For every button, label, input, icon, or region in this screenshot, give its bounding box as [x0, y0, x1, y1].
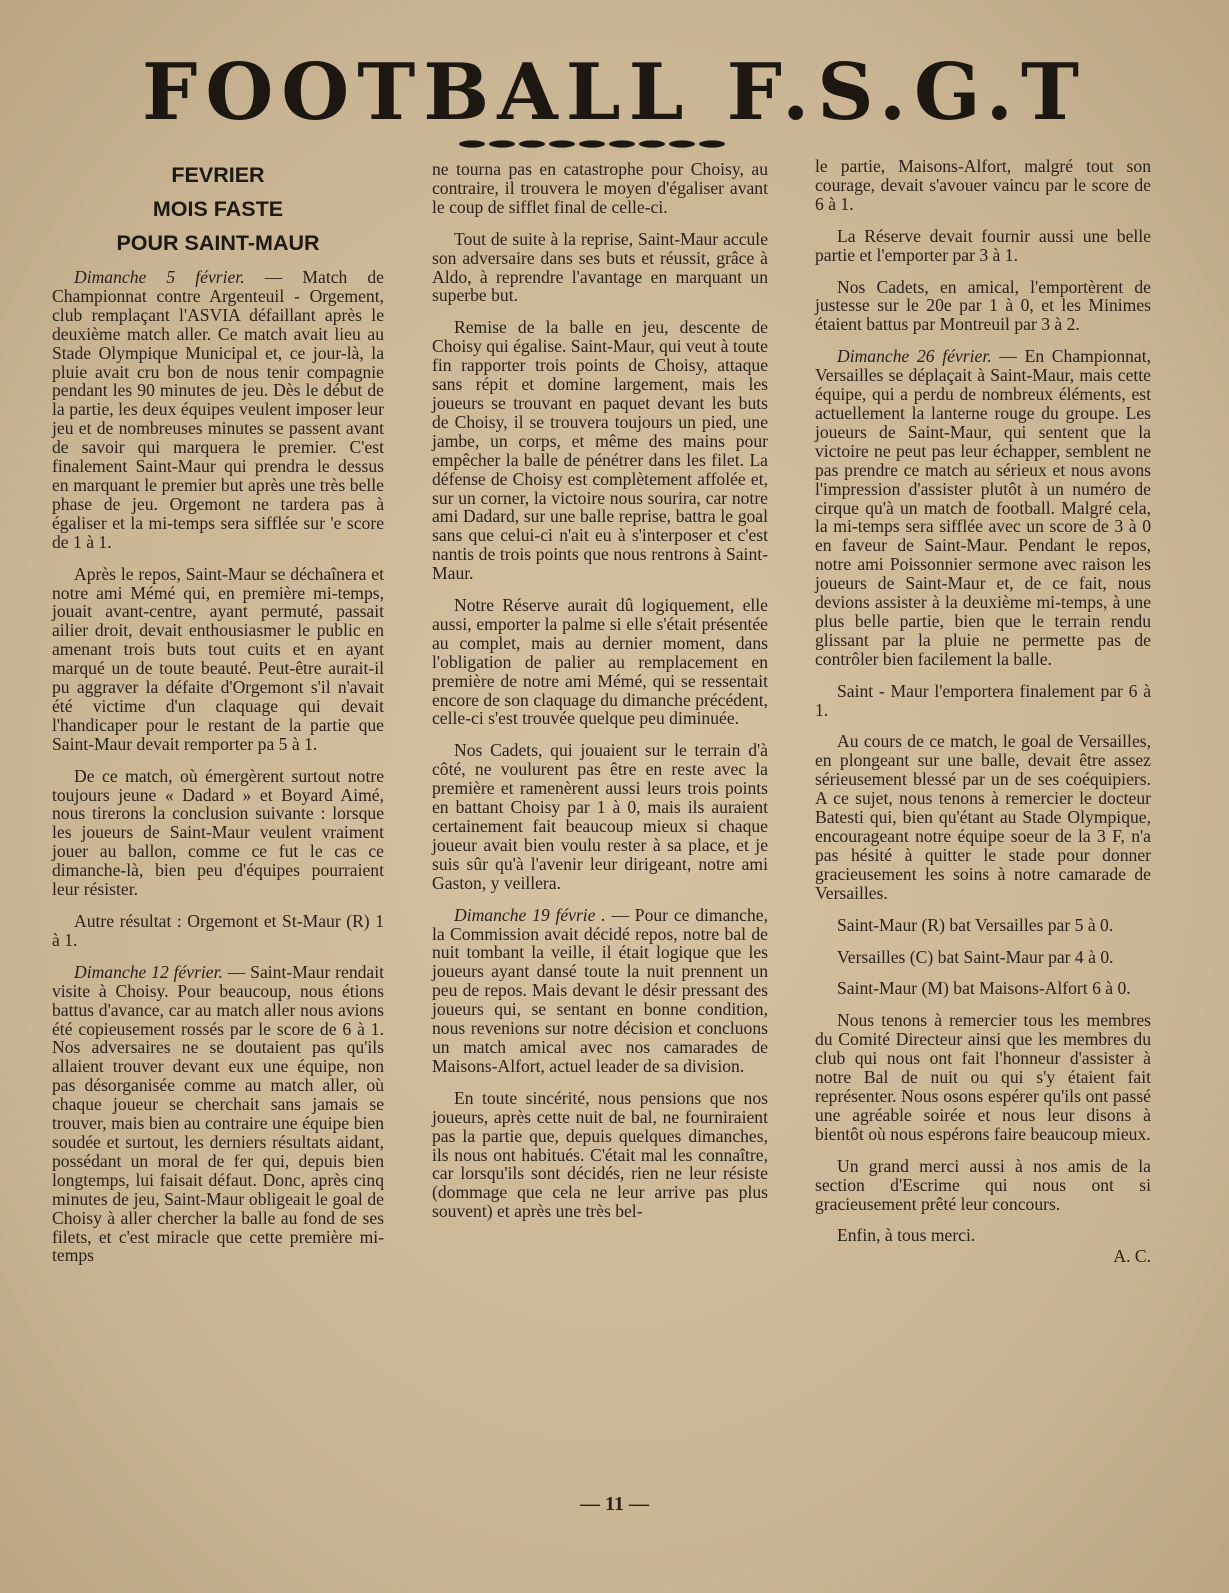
article-column-2 [432, 160, 768, 1234]
page-number: — 11 — [580, 1493, 649, 1515]
paragraph: La Réserve devait fournir aussi une belle partie et l'emporter par 3 à 1. [815, 225, 1151, 265]
paragraph: Dimanche 19 févrie . — Pour ce dimanche, la Commission avait décidé repos, notre bal de nuit tombant la veille, il était logique que les joueurs ayant dansé toute la nuit prennent un peu de repos. Mais devant le désir pressant des joueurs qui, se sentant en bonne condition, nous revenions sur notre décision et concluons un match amical avec nos camarades de Maisons-Alfort, actuel leader de sa division. [432, 904, 768, 1076]
headline-line-1: FEVRIER [171, 163, 265, 187]
article-column-3 [815, 157, 1151, 1279]
paragraph: Après le repos, Saint-Maur se déchaînera et notre ami Mémé qui, en première mi-temps, jouait avant-centre, ayant permuté, passait ailier droit, devait enthousiasmer le public en amenant trois buts tout cuits et en ayant marqué un de toute beauté. Peut-être aurait-il pu aggraver la défaite d'Orgemont s'il n'avait été victime d'un claquage qui devait l'handicaper pour le restant de la partie que Saint-Maur devait remporter pa 5 à 1. [52, 563, 384, 754]
paragraph: Saint - Maur l'emportera finalement par 6 à 1. [815, 680, 1151, 720]
paragraph: ne tourna pas en catastrophe pour Choisy, au contraire, il trouvera le moyen d'égaliser avant le coup de sifflet final de celle-ci. [432, 159, 768, 217]
paragraph: Saint-Maur (M) bat Maisons-Alfort 6 à 0. [837, 978, 1131, 999]
paragraph: Au cours de ce match, le goal de Versailles, en plongeant sur une balle, devait être assez sérieusement blessé par un de ses coéquipiers. A ce sujet, nous tenons à remercier le docteur Batesti qui, bien qu'étant au Stade Olympique, encourageant notre équipe soeur de la 3 F, n'a pas hésité à quitter le stade pour donner gracieusement les soins à notre camarade de Versailles. [815, 731, 1151, 903]
paragraph: Nos Cadets, qui jouaient sur le terrain d'à côté, ne voulurent pas être en reste avec la première et ramenèrent aussi leurs trois points en battant Choisy par 1 à 0, mais ils auraient certainement fait beaucoup mieux si chaque joueur avait bien voulu rester à sa place, et je suis sûr qu'à l'avenir leur dirigeant, notre ami Gaston, y veillera. [432, 740, 768, 893]
date-label: Dimanche 26 février. [837, 346, 992, 367]
headline-line-3: POUR SAINT-MAUR [116, 231, 320, 255]
paragraph: Dimanche 12 février. — Saint-Maur rendait visite à Choisy. Pour beaucoup, nous étions battus d'avance, car au match aller nous avions été copieusement rossés par le score de 6 à 1. Nos adversaires ne se doutaient pas qu'ils allaient trouver devant eux une équipe, non pas désorganisée comme au match aller, où chaque joueur se cherchait sans jamais se trouver, mais bien au contraire une équipe bien soudée et surtout, les derniers résultats aidant, possédant un moral de fer qui, depuis bien longtemps, lui faisait défaut. Donc, après cinq minutes de jeu, Saint-Maur obligeait le goal de Choisy à aller chercher la balle au fond de ses filets, et c'est miracle que cette première mi-temps [52, 961, 384, 1266]
paragraph: Dimanche 26 février. — En Championnat, Versailles se déplaçait à Saint-Maur, mais cette équipe, qui a perdu de nombreux éléments, est actuellement la lanterne rouge du groupe. Les joueurs de Saint-Maur, qui sentent que la victoire ne peut pas leur échapper, semblent ne pas prendre ce match au sérieux et nous avons l'impression d'assister plutôt à un numéro de cirque qu'à un match de football. Malgré cela, la mi-temps sera sifflée avec un score de 3 à 0 en faveur de Saint-Maur. Pendant le repos, notre ami Poissonnier sermone avec raison les joueurs de Saint-Maur et, de ce fait, nous devions assister à la deuxième mi-temps, à une plus belle partie, bien que le terrain rendu glissant par la pluie ne permette pas de contrôler bien facilement la balle. [815, 346, 1152, 669]
signature: A. C. [1113, 1246, 1151, 1267]
article-column-1 [52, 158, 384, 1278]
article-headline [52, 158, 384, 260]
paragraph: Tout de suite à la reprise, Saint-Maur accule son adversaire dans ses buts et réussit, grâce à Aldo, à reprendre l'avantage en marquant un superbe but. [432, 228, 768, 306]
paragraph: le partie, Maisons-Alfort, malgré tout son courage, devait s'avouer vaincu par le score de 6 à 1. [815, 156, 1151, 214]
decorative-divider [458, 138, 730, 150]
paragraph: Autre résultat : Orgemont et St-Maur (R) 1 à 1. [52, 911, 384, 950]
masthead [0, 48, 1229, 138]
paragraph: Saint-Maur (R) bat Versailles par 5 à 0. [837, 914, 1114, 935]
date-label: Dimanche 12 février. [74, 961, 223, 982]
page-title: FOOTBALL F.S.G.T [141, 47, 1088, 138]
paragraph: De ce match, où émergèrent surtout notre toujours jeune « Dadard » et Boyard Aimé, nous tirerons la conclusion suivante : lorsque les joueurs de Saint-Maur veulent vraiment jouer au ballon, comme ce fut le cas ce dimanche-là, bien peu d'équipes pourraient leur résister. [52, 765, 384, 900]
paragraph: En toute sincérité, nous pensions que nos joueurs, après cette nuit de bal, ne fourniraient pas la partie que, depuis quelques dimanches, ils nous ont habitués. C'était mal les connaître, car lorsqu'ils sont décidés, rien ne leur résiste (dommage que cela ne leur arrive pas plus souvent) et après une très bel- [432, 1087, 768, 1222]
paragraph: Enfin, à tous merci. [837, 1225, 976, 1246]
paragraph: Remise de la balle en jeu, descente de Choisy qui égalise. Saint-Maur, qui veut à toute fin rapporter trois points de Choisy, attaque sans répit et domine largement, mais les joueurs se trouvant en paquet devant les buts de Choisy, il se trouvera toujours un pied, une jambe, un corps, et même des mains pour empêcher la balle de pénétrer dans les filet. La défense de Choisy est complètement affolée et, sur un corner, la victoire nous sourira, car notre ami Dadard, sur une balle reprise, battra le goal sans que celui-ci n'ait eu à s'interposer et c'est nantis de trois points que nous rentrons à Saint-Maur. [432, 317, 768, 584]
paragraph: Nous tenons à remercier tous les membres du Comité Directeur ainsi que les membres du club qui nous ont fait l'honneur d'assister à notre Bal de nuit ou qui s'y étaient fait représenter. Nous osons espérer qu'ils ont passé une agréable soirée et nous leur disons à bientôt où nous espérons faire beaucoup mieux. [815, 1010, 1151, 1144]
paragraph: Notre Réserve aurait dû logiquement, elle aussi, emporter la palme si elle s'était présentée au complet, mais au dernier moment, dans l'obligation de palier au remplacement en première de notre ami Mémé, qui se ressentait encore de son claquage du dimanche précédent, celle-ci s'est trouvée quelque peu diminuée. [432, 595, 768, 729]
paragraph: Nos Cadets, en amical, l'emportèrent de justesse sur le 20e par 1 à 0, et les Minimes étaient battus par Montreuil par 3 à 2. [815, 276, 1151, 335]
paragraph: Dimanche 5 février. — Match de Championnat contre Argenteuil - Orgement, club remplaçant l'ASVIA défaillant après le deuxième match aller. Ce match avait lieu au Stade Olympique Municipal et, ce jour-là, la pluie avait cru bon de nous tenir compagnie pendant les 90 minutes de jeu. Dès le début de la partie, les deux équipes veulent imposer leur jeu et de nombreuses minutes se passent avant de savoir qui marquera le premier. C'est finalement Saint-Maur qui prendra le dessus en marquant le premier but après une très belle phase de jeu. Orgemont ne tardera pas à égaliser et la mi-temps sera sifflée sur 'e score de 1 à 1. [52, 267, 384, 552]
paragraph: Versailles (C) bat Saint-Maur par 4 à 0. [837, 946, 1114, 967]
paragraph: Un grand merci aussi à nos amis de la section d'Escrime qui nous ont si gracieusement prêté leur concours. [815, 1155, 1151, 1214]
date-label: Dimanche 5 février. [74, 267, 245, 287]
headline-line-2: MOIS FASTE [152, 197, 284, 221]
date-label: Dimanche 19 févrie . [454, 904, 606, 925]
